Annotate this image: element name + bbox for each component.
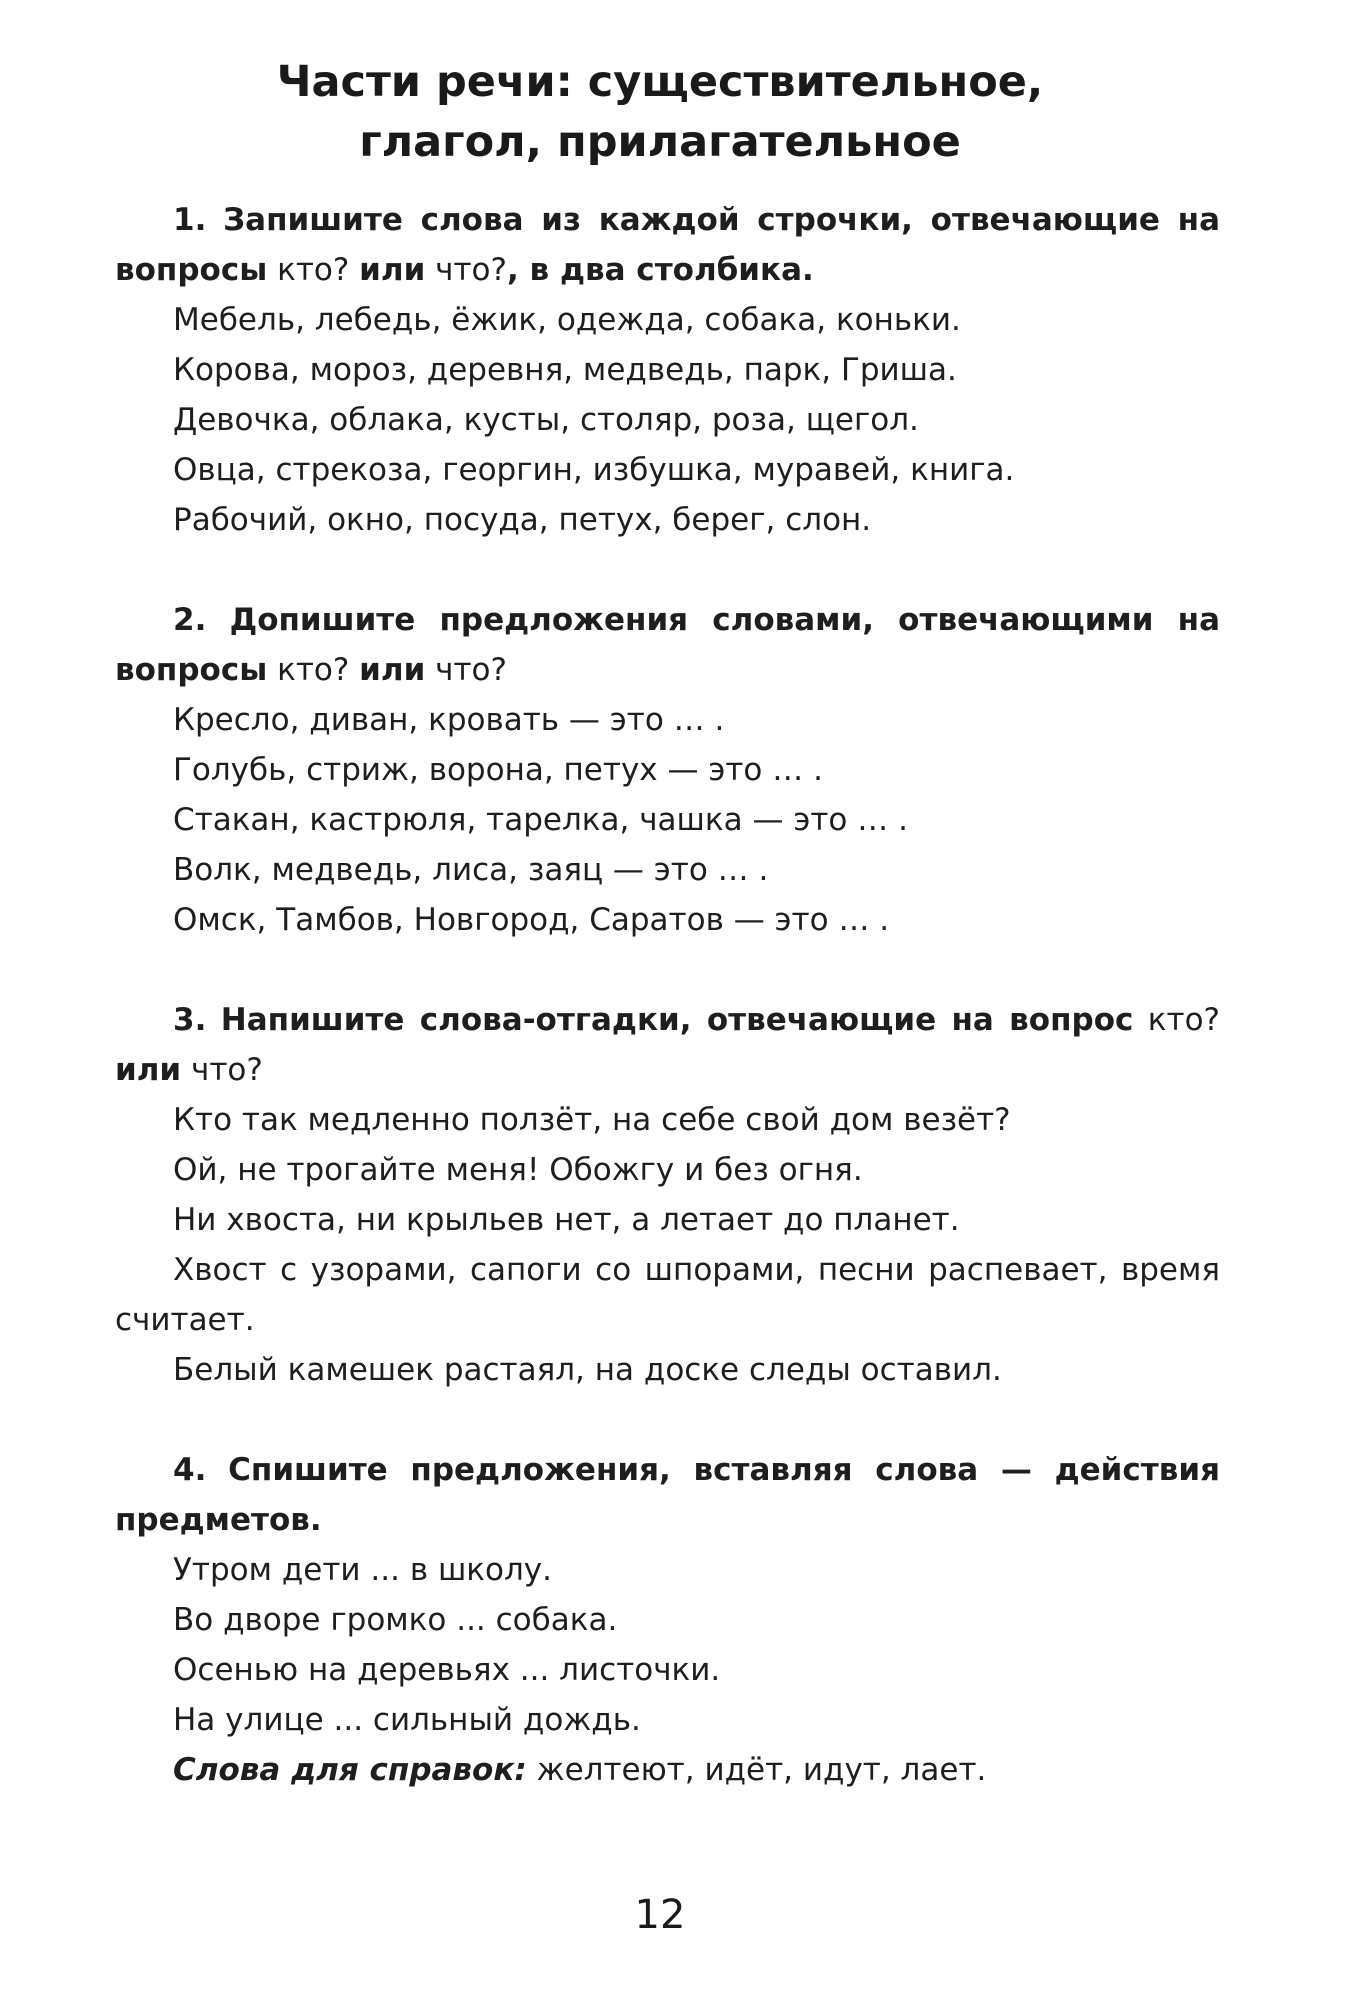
task-4-line: Во дворе громко ... собака. bbox=[173, 1602, 618, 1638]
task-4-line: Утром дети ... в школу. bbox=[173, 1552, 553, 1588]
reference-list: желтеют, идёт, идут, лает. bbox=[536, 1752, 987, 1788]
task-4-line: Осенью на деревьях ... листочки. bbox=[173, 1652, 721, 1688]
task-2-line: Стакан, кастрюля, тарелка, чашка — это … . bbox=[173, 802, 908, 838]
riddle: Хвост с узорами, сапоги со шпорами, песни распевает, время считает. bbox=[115, 1252, 1220, 1338]
riddle: Ой, не трогайте меня! Обожгу и без огня. bbox=[173, 1152, 863, 1188]
riddle: Ни хвоста, ни крыльев нет, а летает до планет. bbox=[173, 1202, 960, 1238]
spacer bbox=[115, 545, 1220, 595]
reference-words bbox=[115, 1745, 1220, 1795]
title-line-2: глагол, прилагательное bbox=[359, 117, 961, 167]
task-3-heading: 3. Напишите слова-отгадки, отвечающие на вопрос кто? или что? bbox=[115, 1002, 1220, 1088]
riddle: Белый камешек растаял, на доске следы оставил. bbox=[173, 1352, 1002, 1388]
task-4-heading: 4. Спишите предложения, вставляя слова — действия предметов. bbox=[115, 1452, 1220, 1538]
task-2-line: Волк, медведь, лиса, заяц — это … . bbox=[173, 852, 769, 888]
spacer bbox=[115, 1395, 1220, 1445]
reference-label: Слова для справок: bbox=[173, 1752, 527, 1788]
exercises bbox=[115, 195, 1220, 1795]
task-4 bbox=[115, 1445, 1220, 1795]
task-1-line: Овца, стрекоза, георгин, избушка, муравей, книга. bbox=[173, 452, 1015, 488]
page-title bbox=[0, 52, 1320, 172]
task-1-line: Рабочий, окно, посуда, петух, берег, слон. bbox=[173, 502, 872, 538]
task-4-line: На улице ... сильный дождь. bbox=[173, 1702, 641, 1738]
task-1-heading: 1. Запишите слова из каждой строчки, отвечающие на вопросы кто? или что?, в два столбика. bbox=[115, 202, 1221, 288]
task-3 bbox=[115, 995, 1220, 1395]
task-1-line: Мебель, лебедь, ёжик, одежда, собака, коньки. bbox=[173, 302, 961, 338]
spacer bbox=[115, 945, 1220, 995]
title-line-1: Части речи: существительное, bbox=[276, 57, 1044, 107]
task-2-line: Кресло, диван, кровать — это … . bbox=[173, 702, 725, 738]
task-1-line: Девочка, облака, кусты, столяр, роза, щегол. bbox=[173, 402, 919, 438]
task-1 bbox=[115, 195, 1220, 545]
task-2-heading: 2. Допишите предложения словами, отвечающими на вопросы кто? или что? bbox=[115, 602, 1220, 688]
task-2-line: Омск, Тамбов, Новгород, Саратов — это … . bbox=[173, 902, 890, 938]
task-2-line: Голубь, стриж, ворона, петух — это … . bbox=[173, 752, 823, 788]
task-1-line: Корова, мороз, деревня, медведь, парк, Гриша. bbox=[173, 352, 957, 388]
riddle: Кто так медленно ползёт, на себе свой дом везёт? bbox=[173, 1102, 1011, 1138]
page-number: 12 bbox=[634, 1892, 686, 1938]
task-2 bbox=[115, 595, 1220, 945]
